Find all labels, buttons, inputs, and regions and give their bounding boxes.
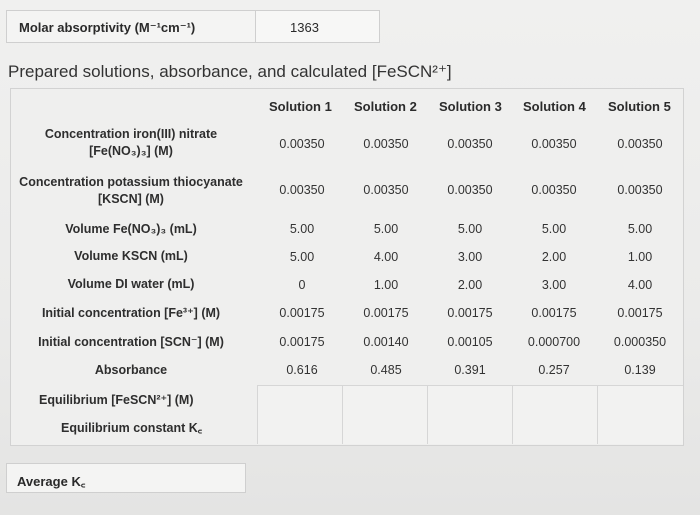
row-label-initial-scn: Initial concentration [SCN⁻] (M) [38,335,224,349]
cell-r5-c2: 0.00175 [447,306,493,320]
cell-r2-c3: 5.00 [541,222,567,236]
cell-r1-c2: 0.00350 [447,183,493,197]
cell-r4-c2: 2.00 [457,278,483,292]
cell-r1-c1: 0.00350 [363,183,409,197]
row-label-line1: Concentration potassium thiocyanate [19,175,243,189]
cell-r3-c0: 5.00 [289,250,315,264]
cell-r7-c2: 0.391 [454,363,486,377]
cell-r7-c4: 0.139 [624,363,656,377]
cell-r2-c2: 5.00 [457,222,483,236]
cell-r4-c0: 0 [298,278,306,292]
row-label-volume-fe: Volume Fe(NO₃)₃ (mL) [65,222,197,236]
molar-absorptivity-value-field[interactable] [255,10,380,43]
average-kc-field[interactable] [6,463,246,493]
molar-absorptivity-row [6,10,379,43]
column-header-solution-2: Solution 2 [354,99,417,114]
input-cell-c2[interactable] [427,385,513,444]
cell-r6-c3: 0.000700 [527,335,581,349]
row-label-iron-nitrate-conc [11,126,251,160]
row-label-initial-fe: Initial concentration [Fe³⁺] (M) [41,306,221,320]
row-label-kscn-conc [11,174,251,208]
cell-r3-c3: 2.00 [541,250,567,264]
cell-r7-c1: 0.485 [370,363,402,377]
row-label-line2: [KSCN] (M) [98,192,164,206]
input-cell-c3[interactable] [512,385,598,444]
cell-r4-c1: 1.00 [373,278,399,292]
cell-r4-c4: 4.00 [627,278,653,292]
cell-r3-c4: 1.00 [627,250,653,264]
cell-r1-c0: 0.00350 [279,183,325,197]
cell-r6-c2: 0.00105 [447,335,493,349]
molar-absorptivity-label: Molar absorptivity (M⁻¹cm⁻¹) [19,20,196,35]
cell-r6-c1: 0.00140 [363,335,409,349]
cell-r5-c0: 0.00175 [279,306,325,320]
input-cell-c4[interactable] [597,385,683,444]
cell-r5-c3: 0.00175 [531,306,577,320]
input-cell-c0[interactable] [257,385,343,444]
cell-r2-c4: 5.00 [627,222,653,236]
row-label-absorbance: Absorbance [94,363,168,377]
cell-r0-c1: 0.00350 [363,137,409,151]
cell-r5-c4: 0.00175 [617,306,663,320]
cell-r4-c3: 3.00 [541,278,567,292]
cell-r2-c0: 5.00 [289,222,315,236]
row-label-volume-water: Volume DI water (mL) [67,277,195,291]
cell-r3-c1: 4.00 [373,250,399,264]
cell-r0-c4: 0.00350 [617,137,663,151]
cell-r1-c4: 0.00350 [617,183,663,197]
column-header-solution-1: Solution 1 [269,99,332,114]
row-label-equilibrium-fescn: Equilibrium [FeSCN²⁺] (M) [39,393,194,407]
column-header-solution-5: Solution 5 [608,99,671,114]
molar-absorptivity-value: 1363 [290,20,319,35]
row-label-line2: [Fe(NO₃)₃] (M) [89,144,173,158]
row-label-equilibrium-constant: Equilibrium constant K꜀ [61,421,203,435]
row-label-line1: Concentration iron(III) nitrate [44,127,218,141]
column-header-solution-3: Solution 3 [439,99,502,114]
molar-absorptivity-label-cell [6,10,256,43]
cell-r5-c1: 0.00175 [363,306,409,320]
input-cell-c1[interactable] [342,385,428,444]
cell-r6-c4: 0.000350 [613,335,667,349]
cell-r0-c0: 0.00350 [279,137,325,151]
cell-r6-c0: 0.00175 [279,335,325,349]
cell-r7-c3: 0.257 [538,363,570,377]
average-kc-label: Average K꜀ [17,474,86,489]
table-heading: Prepared solutions, absorbance, and calculated [FeSCN²⁺] [8,62,452,81]
cell-r0-c3: 0.00350 [531,137,577,151]
cell-r0-c2: 0.00350 [447,137,493,151]
cell-r2-c1: 5.00 [373,222,399,236]
solutions-table [10,88,684,446]
cell-r7-c0: 0.616 [286,363,318,377]
cell-r1-c3: 0.00350 [531,183,577,197]
row-label-volume-kscn: Volume KSCN (mL) [74,249,188,263]
column-header-solution-4: Solution 4 [523,99,586,114]
cell-r3-c2: 3.00 [457,250,483,264]
